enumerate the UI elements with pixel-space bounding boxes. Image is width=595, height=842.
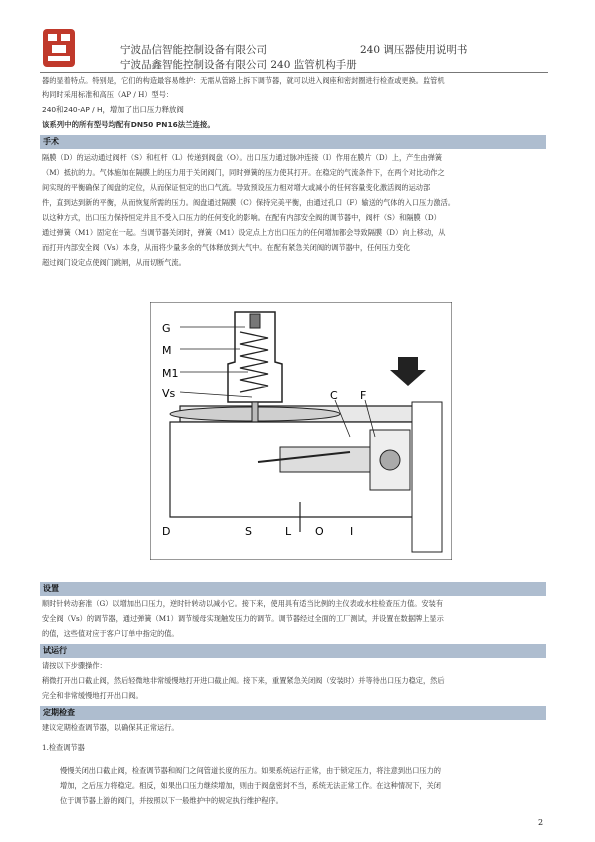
operation-line: 而打开内部安全阀（Vs）本身，从而将少量多余的气体释放到大气中。在配有紧急关闭阀的调节器中，任何压力变化 bbox=[42, 243, 411, 252]
operation-line: 通过弹簧（M1）固定在一起。当调节器关闭时，弹簧（M1）设定点上方出口压力的任何增加都会导致隔膜（D）向上移动，从 bbox=[42, 228, 446, 237]
regulator-cross-section-diagram bbox=[150, 302, 452, 560]
diagram-label-s: S bbox=[245, 525, 252, 538]
setting-line: 的值，这些值对应于客户订单中指定的值。 bbox=[42, 629, 179, 638]
section-heading-periodic-inspection: 定期检查 bbox=[40, 706, 546, 720]
trial-line: 完全和非常缓慢地打开出口阀。 bbox=[42, 691, 143, 700]
intro-line: 器的显着特点。特别是，它们的构造最容易维护：无需从管路上拆下调节器，就可以进入阀座和密封圈进行检查或更换。监管机 bbox=[42, 76, 445, 85]
setting-line: 安全阀（Vs）的调节器，通过弹簧（M1）调节缓母实现触发压力的调节。调节器经过全面的工厂测试，并设置在数据牌上显示 bbox=[42, 614, 444, 623]
header-divider bbox=[40, 72, 548, 73]
trial-line: 请按以下步骤操作： bbox=[42, 661, 107, 670]
diagram-label-o: O bbox=[315, 525, 324, 538]
header-company-name: 宁波品信智能控制设备有限公司 bbox=[120, 44, 267, 56]
diagram-label-f: F bbox=[360, 389, 367, 402]
diagram-label-m1: M1 bbox=[162, 367, 179, 380]
header-document-title: 240 调压器使用说明书 bbox=[360, 44, 468, 56]
company-logo bbox=[40, 26, 78, 72]
operation-line: 隔膜（D）的运动通过阀杆（S）和杠杆（L）传递到阀盘（O）。出口压力通过脉冲连接（I）作用在膜片（D）上，产生由弹簧 bbox=[42, 153, 443, 162]
diagram-label-vs: Vs bbox=[162, 387, 176, 400]
intro-flange-note: 该系列中的所有型号均配有DN50 PN16法兰连接。 bbox=[42, 120, 215, 129]
operation-line: 以这种方式，出口压力保持恒定并且不受入口压力的任何变化的影响。在配有内部安全阀的调节器中，阀杆（S）和隔膜（D） bbox=[42, 213, 441, 222]
header-subtitle: 宁波品鑫智能控制设备有限公司 240 监管机构手册 bbox=[120, 59, 357, 71]
section-heading-operation: 手术 bbox=[40, 135, 546, 149]
inspection-sub-line: 位于调节器上游的阀门，并按照以下一般维护中的规定执行维护程序。 bbox=[60, 796, 283, 805]
operation-line: 件，直到达到新的平衡，从而恢复所需的压力。阀盘通过隔膜（C）保持完美平衡，由通过孔口（F）输送的气体的入口压力激活。 bbox=[42, 198, 455, 207]
page-number: 2 bbox=[538, 818, 544, 827]
inspection-sub-line: 增加，之后压力将稳定。相反，如果出口压力继续增加，则由于阀盘密封不当，系统无法正常工作。在这种情况下，关闭 bbox=[60, 781, 441, 790]
setting-line: 顺时针转动套准（G）以增加出口压力，逆时针转动以减小它。接下来，使用具有适当比例的主仪表或水柱检查压力值。安装有 bbox=[42, 599, 444, 608]
diagram-label-l: L bbox=[285, 525, 292, 538]
section-heading-setting: 设置 bbox=[40, 582, 546, 596]
section-heading-trial-run: 试运行 bbox=[40, 644, 546, 658]
intro-line: 构同时采用标准和高压（AP / H）型号： bbox=[42, 90, 174, 99]
operation-line: 间实现的平衡确保了阀盘的定位，从而保证恒定的出口气流。导致预设压力相对增大或减小的任何容量变化激活阀的运动部 bbox=[42, 183, 431, 192]
inspection-line: 建议定期检查调节器，以确保其正常运行。 bbox=[42, 723, 179, 732]
diagram-label-g: G bbox=[162, 322, 171, 335]
trial-line: 稍微打开出口截止阀，然后轻微地非常缓慢地打开进口截止阀。接下来，重置紧急关闭阀（安装时）并等待出口压力稳定，然后 bbox=[42, 676, 445, 685]
diagram-label-m: M bbox=[162, 344, 172, 357]
inspection-sub-heading: 1.检查调节器 bbox=[42, 743, 85, 752]
diagram-label-i: I bbox=[350, 525, 354, 538]
diagram-label-c: C bbox=[330, 389, 338, 402]
diagram-label-d: D bbox=[162, 525, 171, 538]
operation-line: 超过阀门设定点使阀门跳闸，从而切断气流。 bbox=[42, 258, 186, 267]
operation-line: （M）抵抗的力。气体施加在隔膜上的压力用于关闭阀门，同时弹簧的压力使其打开。在稳定的气流条件下，在两个对比动作之 bbox=[42, 168, 445, 177]
intro-model-line: 240和240-AP / H，增加了出口压力释放阀 bbox=[42, 105, 184, 114]
inspection-sub-line: 慢慢关闭出口截止阀，检查调节器和阀门之间管道长度的压力。如果系统运行正常，由于锁定压力，将注意到出口压力的 bbox=[60, 766, 441, 775]
